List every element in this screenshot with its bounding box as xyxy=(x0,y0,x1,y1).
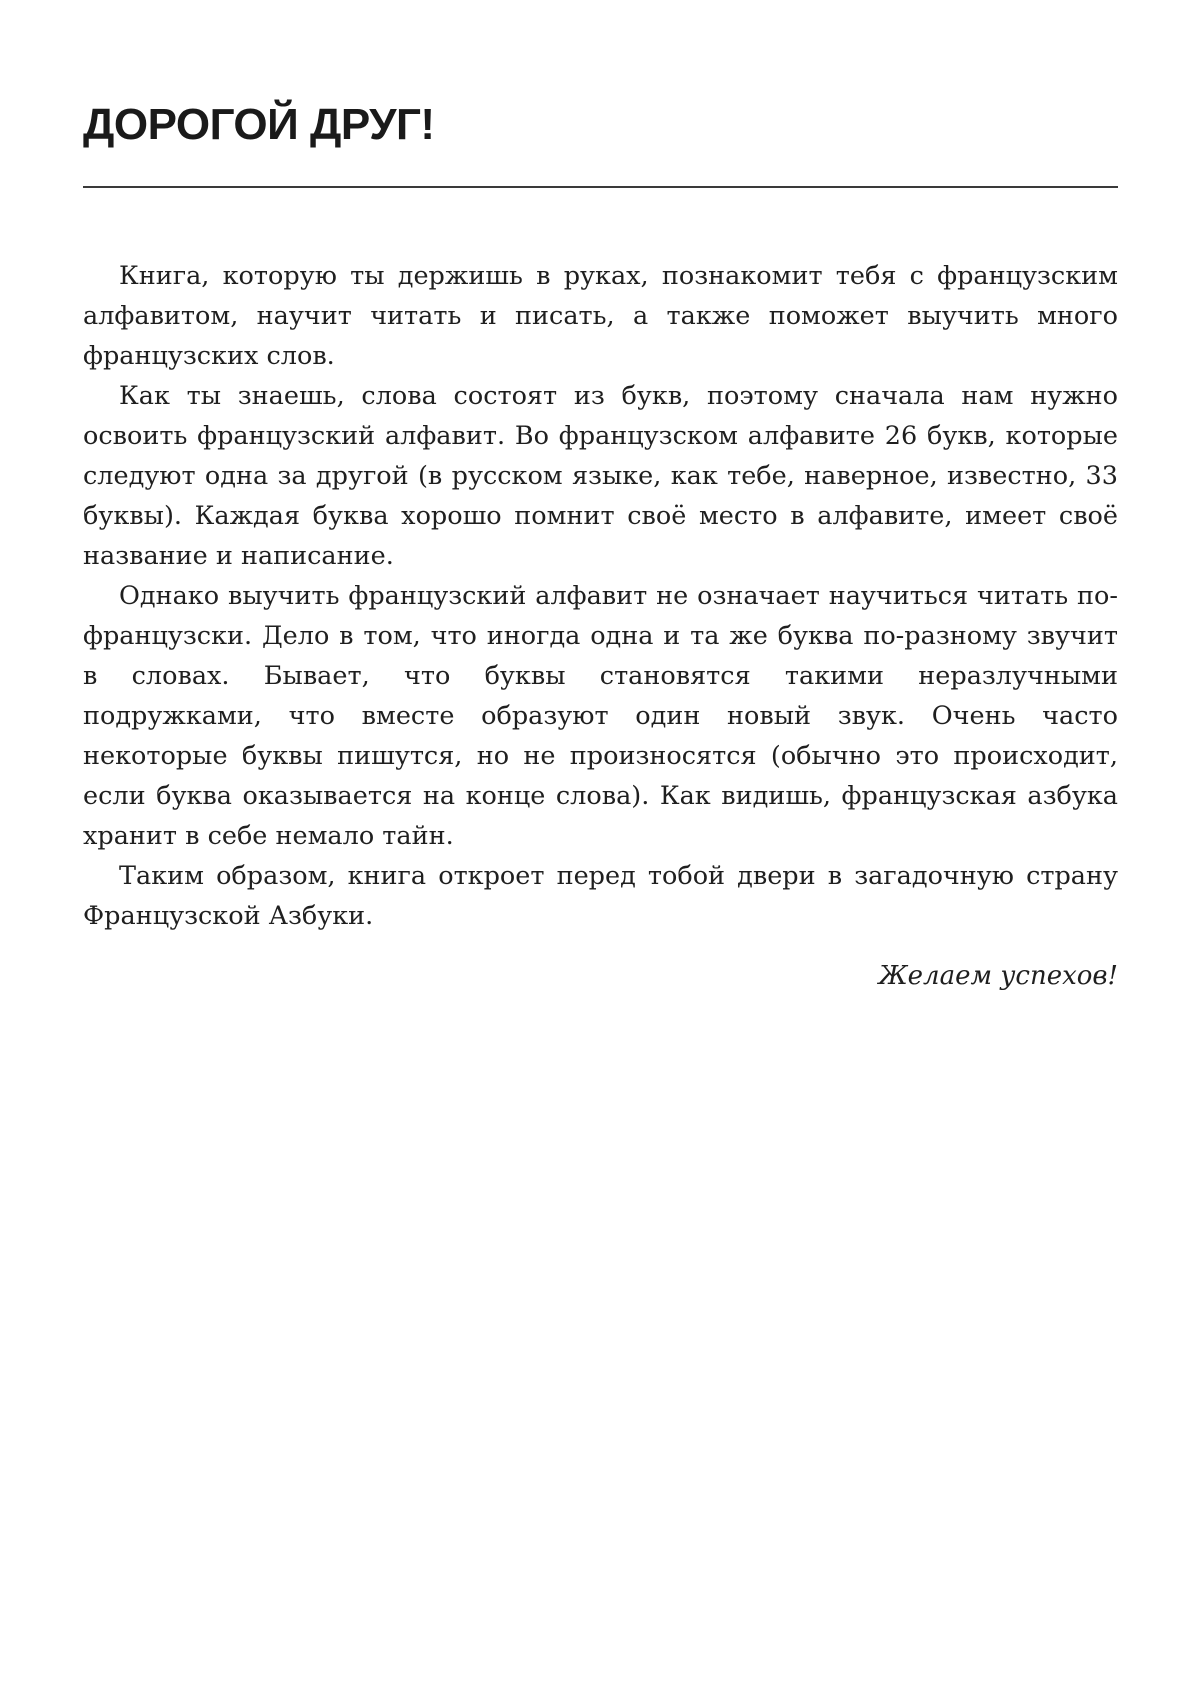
body-text xyxy=(83,256,1118,936)
paragraph-2: Как ты знаешь, слова состоят из букв, поэтому сначала нам нужно освоить французский алфавит. Во французском алфавите 26 букв, которые следуют одна за другой (в русском языке, как тебе, наверное, известно, 33 буквы). Каждая буква хорошо помнит своё место в алфавите, имеет своё название и написание. xyxy=(83,381,1118,571)
paragraph-1: Книга, которую ты держишь в руках, познакомит тебя с французским алфавитом, научит читать и писать, а также поможет выучить много французских слов. xyxy=(83,261,1118,371)
title-divider xyxy=(83,186,1118,188)
paragraph-4: Таким образом, книга откроет перед тобой двери в загадочную страну Французской Азбуки. xyxy=(83,861,1118,931)
page-title: ДОРОГОЙ ДРУГ! xyxy=(83,100,435,149)
closing-signature: Желаем успехов! xyxy=(878,961,1118,991)
paragraph-3: Однако выучить французский алфавит не означает научиться читать по-французски. Дело в том, что иногда одна и та же буква по-разному звучит в словах. Бывает, что буквы становятся такими неразлучными подружками, что вместе образуют один новый звук. Очень часто некоторые буквы пишутся, но не произносятся (обычно это происходит, если буква оказывается на конце слова). Как видишь, французская азбука хранит в себе немало тайн. xyxy=(83,581,1118,851)
